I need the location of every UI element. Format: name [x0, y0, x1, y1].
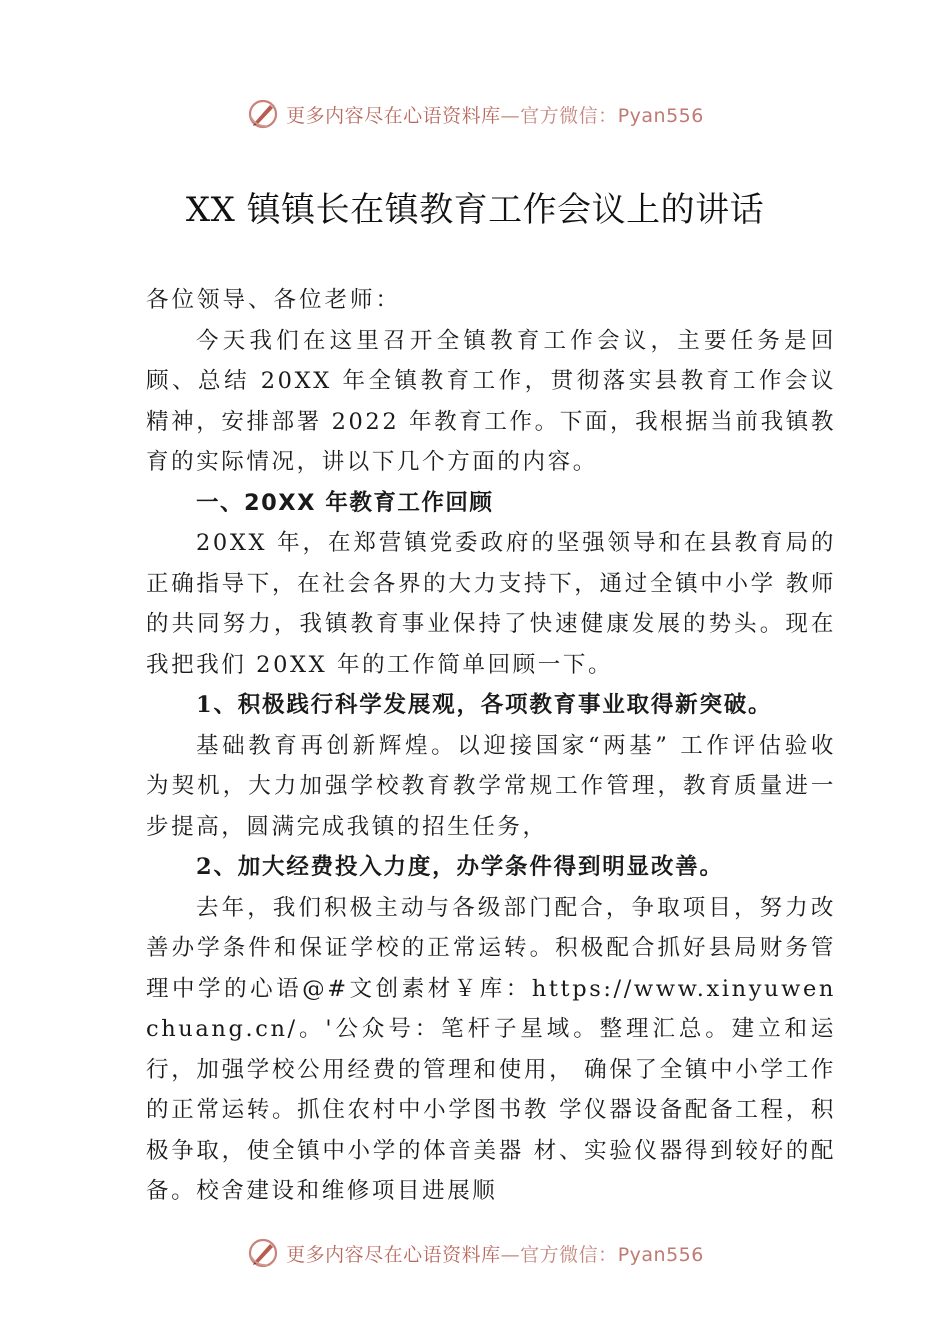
pen-logo-icon — [246, 1236, 280, 1270]
watermark-text — [286, 101, 704, 128]
watermark-text — [286, 1240, 704, 1267]
document-body — [146, 280, 836, 1212]
point-1-heading: 1、积极践行科学发展观，各项教育事业取得新突破。 — [196, 692, 773, 718]
watermark-header — [0, 94, 950, 134]
section-1-paragraph: 20XX 年，在郑营镇党委政府的坚强领导和在县教育局的正确指导下，在社会各界的大力支持下，通过全镇中小学 教师的共同努力，我镇教育事业保持了快速健康发展的势头。现在我把我们 20XX 年的工作简单回顾一下。 — [146, 530, 836, 678]
watermark-sub-text: —官方微信： — [500, 1243, 618, 1266]
section-1-heading: 一、20XX 年教育工作回顾 — [196, 489, 494, 516]
watermark-id-text: Pyan556 — [617, 104, 704, 127]
point-1-paragraph: 基础教育再创新辉煌。以迎接国家“两基” 工作评估验收为契机，大力加强学校教育教学常规工作管理，教育质量进一步提高，圆满完成我镇的招生任务， — [146, 732, 836, 840]
watermark-main-text: 更多内容尽在心语资料库 — [286, 104, 501, 127]
watermark-footer — [0, 1233, 950, 1273]
point-2-heading: 2、加大经费投入力度，办学条件得到明显改善。 — [196, 854, 724, 880]
intro-paragraph: 今天我们在这里召开全镇教育工作会议，主要任务是回顾、总结 20XX 年全镇教育工作，贯彻落实县教育工作会议精神，安排部署 2022 年教育工作。下面，我根据当前我镇教育的实际情况，讲以下几个方面的内容。 — [146, 327, 836, 475]
document-title: XX 镇镇长在镇教育工作会议上的讲话 — [185, 190, 765, 230]
watermark-id-text: Pyan556 — [617, 1243, 704, 1266]
watermark-sub-text: —官方微信： — [500, 104, 618, 127]
greeting-paragraph: 各位领导、各位老师： — [146, 287, 402, 313]
point-2-paragraph: 去年，我们积极主动与各级部门配合，争取项目，努力改善办学条件和保证学校的正常运转。积极配合抓好县局财务管理中学的心语@#文创素材￥库：https://www.xinyuwenchuang.cn/。'公众号：笔杆子星域。整理汇总。建立和运行，加强学校公用经费的管理和使用， 确保了全镇中小学工作的正常运转。抓住农村中小学图书教 学仪器设备配备工程，积极争取，使全镇中小学的体音美器 材、实验仪器得到较好的配备。校舍建设和维修项目进展顺 — [146, 894, 836, 1204]
pen-logo-icon — [246, 97, 280, 131]
watermark-main-text: 更多内容尽在心语资料库 — [286, 1243, 501, 1266]
